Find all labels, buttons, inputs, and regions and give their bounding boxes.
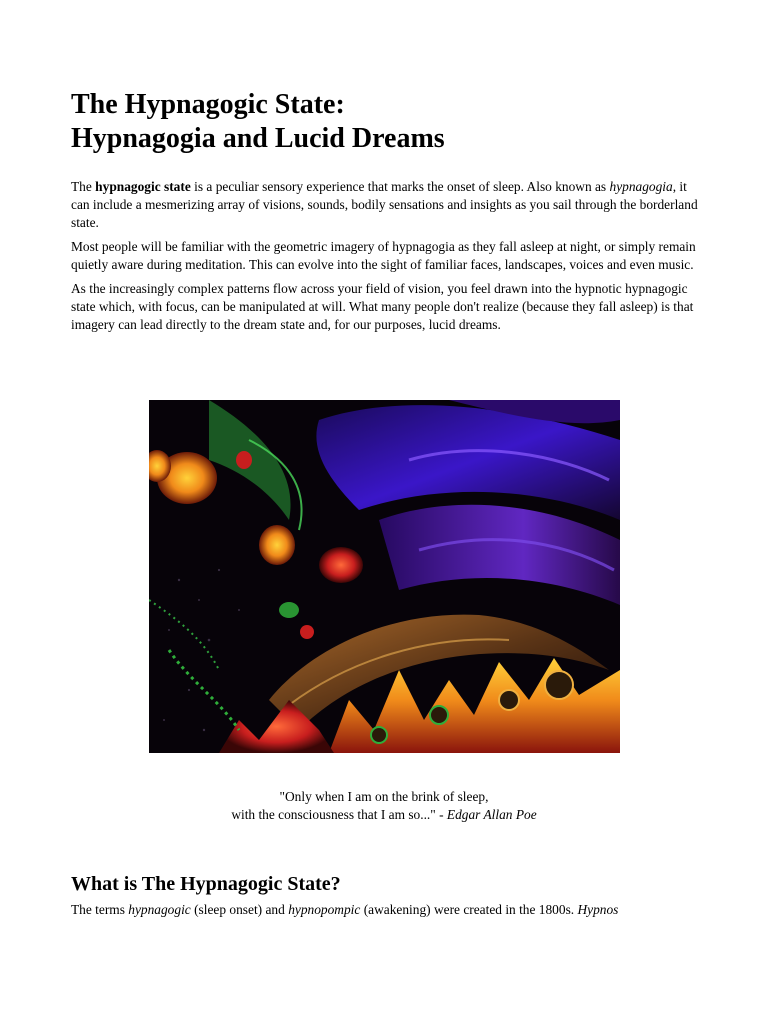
term-hypnos: Hypnos	[577, 902, 619, 917]
section-p-mid-2: (awakening) were created in the 1800s.	[360, 902, 578, 917]
intro-p1-start: The	[71, 179, 96, 194]
page-title	[71, 88, 701, 156]
title-line-1: The Hypnagogic State:	[71, 89, 345, 120]
intro-paragraph-2: Most people will be familiar with the geometric imagery of hypnagogia as they fall asleep at night, or simply remain quietly aware during meditation. This can evolve into the sight of familiar faces, landscapes, voices and even music.	[71, 239, 696, 272]
section-p-start: The terms	[71, 902, 129, 917]
intro-paragraph-1	[71, 178, 701, 232]
quote-author: Edgar Allan Poe	[446, 807, 537, 822]
fractal-illustration	[149, 400, 620, 753]
term-hypnagogic-state: hypnagogic state	[95, 179, 191, 194]
section-p-mid-1: (sleep onset) and	[190, 902, 289, 917]
quote-caption	[71, 788, 697, 824]
document-page	[71, 88, 701, 917]
term-hypnagogic: hypnagogic	[128, 902, 191, 917]
section-heading: What is The Hypnagogic State?	[71, 873, 341, 895]
intro-p1-end: , it can include a mesmerizing array of visions, sounds, bodily sensations and insights as you sail through the borderland state.	[71, 179, 698, 230]
quote-line-2	[71, 806, 697, 824]
intro-paragraph-3: As the increasingly complex patterns flow across your field of vision, you feel drawn into the hypnotic hypnagogic state which, with focus, can be manipulated at will. What many people don't realize (because they fall asleep) is that imagery can lead directly to the dream state and, for our purposes, lucid dreams.	[71, 281, 694, 332]
quote-line-2-text: with the consciousness that I am so..." -	[231, 807, 447, 822]
term-hypnopompic: hypnopompic	[288, 902, 361, 917]
term-hypnagogia: hypnagogia	[609, 179, 673, 194]
section-paragraph	[71, 901, 711, 919]
fractal-artwork-svg	[149, 400, 620, 753]
title-line-2: Hypnagogia and Lucid Dreams	[71, 123, 445, 154]
quote-line-1: "Only when I am on the brink of sleep,	[279, 789, 489, 804]
intro-p1-mid: is a peculiar sensory experience that marks the onset of sleep. Also known as	[190, 179, 610, 194]
